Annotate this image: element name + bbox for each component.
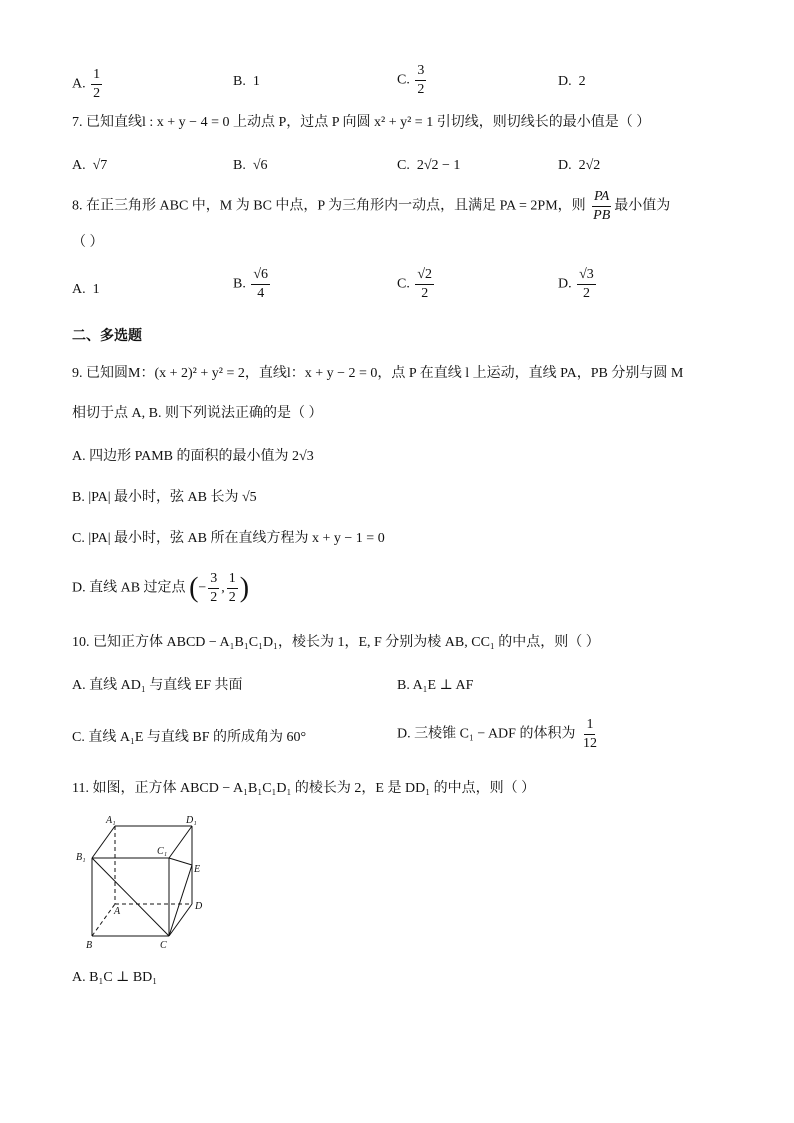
numerator: √6 [251,268,270,285]
q8-fraction [591,190,612,223]
label-e: E [194,864,201,875]
q9-stem-line2: 相切于点 A, B. 则下列说法正确的是（ ） [72,406,323,421]
option-letter: A. [72,76,86,92]
option-value: 2√2 [578,158,601,173]
q9-d-x-fraction [208,572,219,605]
q8-option-d [558,268,598,301]
denominator: 2 [417,82,425,97]
segment-c1e [169,858,192,865]
denominator: 2 [210,590,218,605]
q6-option-b [233,72,260,92]
q10-option-b: B. A₁E ⊥ AF [397,678,474,693]
option-value: 2√2 − 1 [416,158,461,173]
option-letter: B. [233,74,246,89]
q6-c-fraction [415,64,426,97]
option-letter: C. [397,72,410,88]
denominator: 2 [582,286,590,301]
q9-option-d: D. 直线 AB 过定点 (− $\frac{3}{2}$ , $\frac{1}{2}$ ) [72,571,250,605]
option-letter: B. [233,276,246,292]
denominator: 2 [228,590,236,605]
edge-a1b1 [92,826,115,858]
q8-text-post: 最小值为 [614,198,671,214]
label-a: A [114,906,121,917]
q7-option-d [558,156,600,176]
q8-text-pre: 8. 在正三角形 ABC 中，M 为 BC 中点，P 为三角形内一动点，且满足 PA = 2PM，则 [72,198,586,214]
denominator: 4 [257,286,265,301]
label-c: C [160,940,167,951]
option-letter: A. [72,158,86,173]
option-letter: D. [558,158,572,173]
numerator: 3 [415,64,426,81]
q6-option-c [397,64,428,97]
q8-b-fraction [251,268,270,301]
numerator: 1 [584,718,595,735]
q7-option-b [233,156,268,176]
option-letter: B. [233,158,246,173]
edge-d1c1 [169,826,192,858]
numerator: PA [592,190,611,207]
right-paren: ) [239,572,250,604]
option-value: √6 [252,158,268,173]
denominator: 12 [582,736,597,751]
option-letter: D. [558,276,572,292]
option-value: 1 [92,282,100,297]
numerator: √2 [415,268,434,285]
q8-stem [72,190,670,223]
cube-figure [72,810,212,955]
label-d1: D₁ [186,815,197,826]
label-a1: A₁ [106,815,116,826]
numerator: √3 [577,268,596,285]
q6-option-d [558,72,586,92]
q8-c-fraction [415,268,434,301]
label-b: B [86,940,93,951]
q7-option-c [397,156,460,176]
q7-stem: 7. 已知直线l : x + y − 4 = 0 上动点 P，过点 P 向圆 x² + y² = 1 引切线，则切线长的最小值是（ ） [72,115,651,130]
denominator: 2 [93,86,101,101]
q10-d-fraction [581,718,599,751]
q10-option-d [397,718,601,751]
edge-cd [169,904,192,936]
numerator: 1 [227,572,238,589]
label-d: D [195,901,203,912]
q8-option-c [397,268,436,301]
q8-option-b [233,268,272,301]
q10-option-c: C. 直线 A₁E 与直线 BF 的所成角为 60° [72,730,307,745]
option-letter: A. [72,282,86,297]
label-b1: B₁ [76,852,86,863]
q9-option-c: C. |PA| 最小时，弦 AB 所在直线方程为 x + y − 1 = 0 [72,531,385,546]
diagonal-b1c [92,858,169,936]
q9-d-text: D. 直线 AB 过定点 [72,580,186,596]
q10-d-text: D. 三棱锥 C₁ − ADF 的体积为 [397,726,576,742]
numerator: 1 [91,68,102,85]
q11-stem: 11. 如图，正方体 ABCD − A₁B₁C₁D₁ 的棱长为 2，E 是 DD₁ 的中点，则（ ） [72,781,536,796]
q9-option-b: B. |PA| 最小时，弦 AB 长为 √5 [72,490,257,505]
q8-d-fraction [577,268,596,301]
q7-option-a [72,156,107,176]
denominator: 2 [421,286,429,301]
q6-b-value: 1 [252,74,260,89]
q6-option-a [72,68,104,101]
label-c1: C₁ [157,846,168,857]
q6-d-value: 2 [578,74,586,89]
option-letter: D. [558,74,572,89]
q9-stem-line1: 9. 已知圆M：(x + 2)² + y² = 2，直线l：x + y − 2 = 0，点 P 在直线 l 上运动，直线 PA，PB 分别与圆 M [72,366,684,381]
left-paren: ( [189,572,199,604]
segment-ce [169,865,192,936]
numerator: 3 [208,572,219,589]
option-letter: C. [397,276,410,292]
q10-option-a: A. 直线 AD₁ 与直线 EF 共面 [72,678,243,693]
option-letter: C. [397,158,410,173]
q8-option-a [72,280,100,300]
denominator: PB [593,208,611,223]
q11-option-a: A. B₁C ⊥ BD₁ [72,970,158,985]
q6-a-fraction [91,68,102,101]
q9-d-y-fraction [227,572,238,605]
q10-stem: 10. 已知正方体 ABCD − A₁B₁C₁D₁，棱长为 1，E, F 分别为棱 AB, CC₁ 的中点，则（ ） [72,635,600,650]
edge-ba-hidden [92,904,115,936]
option-value: √7 [92,158,108,173]
q9-option-a: A. 四边形 PAMB 的面积的最小值为 2√3 [72,449,314,464]
section-heading: 二、多选题 [72,328,142,344]
q8-paren: （ ） [72,235,104,250]
